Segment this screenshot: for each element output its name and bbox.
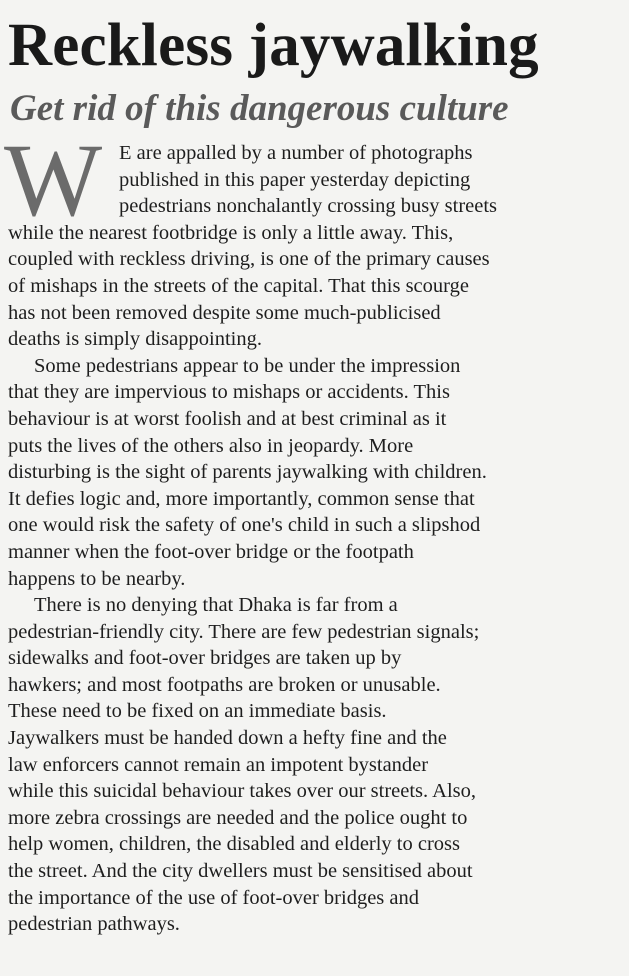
text-line: behaviour is at worst foolish and at best criminal as it: [8, 407, 447, 430]
text-line: deaths is simply disappointing.: [8, 328, 262, 351]
text-line: pedestrian pathways.: [8, 913, 180, 936]
text-line: coupled with reckless driving, is one of the primary causes: [8, 248, 490, 271]
text-line: happens to be nearby.: [8, 567, 186, 590]
text-line: has not been removed despite some much-publicised: [8, 301, 441, 324]
dropcap: W: [4, 123, 103, 238]
text-line: help women, children, the disabled and elderly to cross: [8, 833, 461, 856]
text-line: manner when the foot-over bridge or the footpath: [8, 540, 414, 563]
subheadline: Get rid of this dangerous culture: [10, 88, 509, 129]
article-body: [4, 123, 612, 938]
text-line: E are appalled by a number of photographs: [119, 142, 473, 164]
text-line: while the nearest footbridge is only a little away. This,: [8, 221, 454, 244]
text-line: of mishaps in the streets of the capital. That this scourge: [8, 274, 469, 297]
text-line: pedestrians nonchalantly crossing busy streets: [119, 195, 498, 218]
text-line: one would risk the safety of one's child in such a slipshod: [8, 514, 481, 537]
text-line: more zebra crossings are needed and the police ought to: [8, 806, 468, 829]
text-line: published in this paper yesterday depicting: [119, 168, 471, 191]
text-line: Jaywalkers must be handed down a hefty fine and the: [8, 727, 447, 750]
dropcap-lines: [119, 140, 497, 220]
text-line: while this suicidal behaviour takes over our streets. Also,: [8, 780, 476, 803]
paragraph-3: [8, 592, 612, 938]
paragraph-1: [4, 123, 612, 353]
text-line: These need to be fixed on an immediate basis.: [8, 700, 387, 723]
text-line: the street. And the city dwellers must be sensitised about: [8, 860, 473, 883]
text-line: puts the lives of the others also in jeopardy. More: [8, 434, 414, 457]
paragraph-2: [8, 353, 612, 592]
text-line: pedestrian-friendly city. There are few pedestrian signals;: [8, 620, 480, 643]
text-line: sidewalks and foot-over bridges are taken up by: [8, 647, 402, 670]
headline: Reckless jaywalking: [8, 12, 539, 79]
text-line: that they are impervious to mishaps or accidents. This: [8, 381, 450, 404]
text-line: It defies logic and, more importantly, common sense that: [8, 487, 475, 510]
text-line: Some pedestrians appear to be under the impression: [34, 354, 461, 377]
text-line: the importance of the use of foot-over bridges and: [8, 886, 420, 909]
text-line: There is no denying that Dhaka is far from a: [34, 594, 398, 617]
text-line: disturbing is the sight of parents jaywalking with children.: [8, 461, 487, 484]
text-line: law enforcers cannot remain an impotent bystander: [8, 753, 429, 776]
text-line: hawkers; and most footpaths are broken or unusable.: [8, 673, 441, 696]
